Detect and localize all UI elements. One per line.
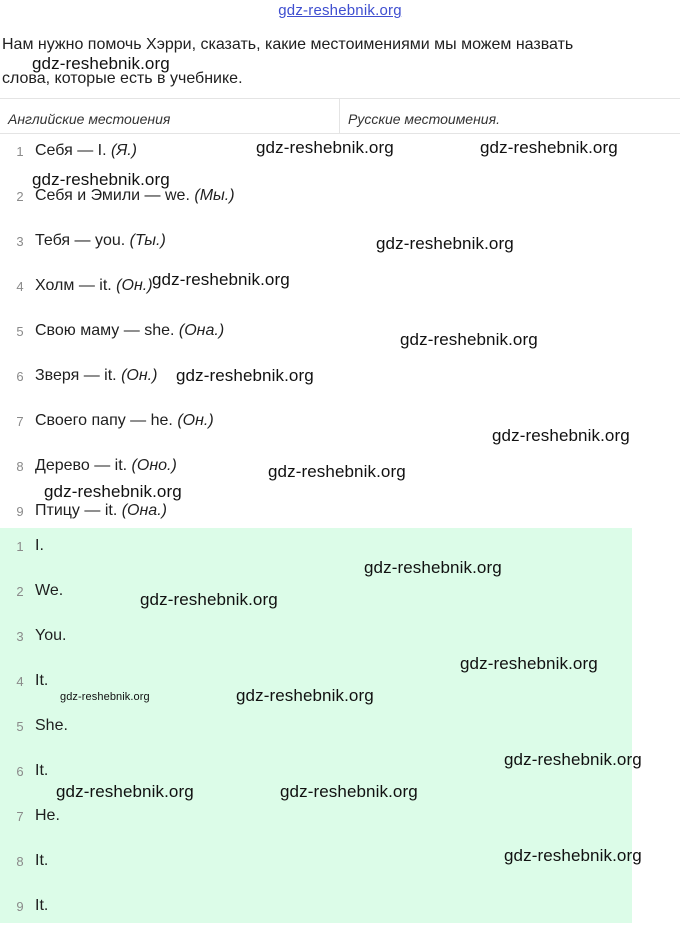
answer-item <box>0 528 632 573</box>
watermark-text: gdz-reshebnik.org <box>44 482 182 501</box>
translation-hint: (Он.) <box>121 367 158 384</box>
watermark-text: gdz-reshebnik.org <box>492 426 630 445</box>
question-main: Себя — I. <box>35 142 107 159</box>
watermark-text: gdz-reshebnik.org <box>400 330 538 349</box>
question-main: Холм — it. <box>35 277 112 294</box>
question-main: Тебя — you. <box>35 232 126 249</box>
answer-item <box>0 708 632 753</box>
item-number: 4 <box>16 674 24 689</box>
site-link[interactable]: gdz-reshebnik.org <box>278 2 402 19</box>
question-main: Своего папу — he. <box>35 412 173 429</box>
watermark-text: gdz-reshebnik.org <box>364 558 502 577</box>
watermark-text: gdz-reshebnik.org <box>32 170 170 189</box>
question-item <box>0 263 680 308</box>
question-text <box>35 277 153 295</box>
item-number: 8 <box>16 854 24 869</box>
column-header-english: Английские местоиения <box>8 111 171 127</box>
question-text <box>35 502 167 520</box>
question-text <box>35 142 137 160</box>
answer-text: He. <box>35 807 60 824</box>
column-header-russian: Русские местоимения. <box>348 111 500 127</box>
item-number: 1 <box>16 539 24 554</box>
question-main: Свою маму — she. <box>35 322 175 339</box>
question-item <box>0 218 680 263</box>
item-number: 9 <box>16 504 24 519</box>
watermark-text: gdz-reshebnik.org <box>32 54 170 73</box>
item-number: 8 <box>16 459 24 474</box>
watermark-text: gdz-reshebnik.org <box>280 782 418 801</box>
answer-text: It. <box>35 672 49 689</box>
watermark-text: gdz-reshebnik.org <box>376 234 514 253</box>
translation-hint: (Она.) <box>178 322 225 339</box>
intro-line-2: слова, которые есть в учебнике. <box>2 70 243 87</box>
watermark-text: gdz-reshebnik.org <box>176 366 314 385</box>
item-number: 5 <box>16 324 24 339</box>
watermark-text: gdz-reshebnik.org <box>56 782 194 801</box>
item-number: 3 <box>16 234 24 249</box>
answer-text: I. <box>35 537 44 554</box>
answer-text: You. <box>35 627 67 644</box>
translation-hint: (Оно.) <box>131 457 177 474</box>
watermark-text: gdz-reshebnik.org <box>256 138 394 157</box>
answer-item <box>0 798 632 843</box>
answer-text: It. <box>35 762 49 779</box>
item-number: 7 <box>16 414 24 429</box>
answer-text: She. <box>35 717 68 734</box>
item-number: 1 <box>16 144 24 159</box>
question-text <box>35 412 214 430</box>
question-main: Себя и Эмили — we. <box>35 187 190 204</box>
translation-hint: (Мы.) <box>194 187 235 204</box>
watermark-text: gdz-reshebnik.org <box>504 750 642 769</box>
translation-hint: (Ты.) <box>129 232 166 249</box>
watermark-text: gdz-reshebnik.org <box>60 691 150 703</box>
translation-hint: (Она.) <box>121 502 167 519</box>
question-text <box>35 457 177 475</box>
watermark-text: gdz-reshebnik.org <box>504 846 642 865</box>
answer-text: It. <box>35 852 49 869</box>
question-text <box>35 367 157 385</box>
item-number: 2 <box>16 189 24 204</box>
answer-item <box>0 573 632 618</box>
watermark-text: gdz-reshebnik.org <box>480 138 618 157</box>
question-text <box>35 232 166 250</box>
translation-hint: (Он.) <box>177 412 214 429</box>
item-number: 5 <box>16 719 24 734</box>
watermark-text: gdz-reshebnik.org <box>152 270 290 289</box>
item-number: 4 <box>16 279 24 294</box>
translation-hint: (Я.) <box>110 142 137 159</box>
question-main: Дерево — it. <box>35 457 128 474</box>
question-main: Зверя — it. <box>35 367 117 384</box>
intro-line-1: Нам нужно помочь Хэрри, сказать, какие местоимениями мы можем назвать <box>2 36 574 53</box>
answer-text: It. <box>35 897 49 914</box>
watermark-text: gdz-reshebnik.org <box>460 654 598 673</box>
watermark-text: gdz-reshebnik.org <box>140 590 278 609</box>
item-number: 3 <box>16 629 24 644</box>
item-number: 2 <box>16 584 24 599</box>
item-number: 6 <box>16 369 24 384</box>
watermark-text: gdz-reshebnik.org <box>268 462 406 481</box>
question-main: Птицу — it. <box>35 502 118 519</box>
translation-hint: (Он.) <box>116 277 153 294</box>
item-number: 6 <box>16 764 24 779</box>
answer-text: We. <box>35 582 64 599</box>
question-item <box>0 308 680 353</box>
item-number: 9 <box>16 899 24 914</box>
answer-item <box>0 888 632 933</box>
item-number: 7 <box>16 809 24 824</box>
question-text <box>35 322 224 340</box>
watermark-text: gdz-reshebnik.org <box>236 686 374 705</box>
question-item <box>0 353 680 398</box>
